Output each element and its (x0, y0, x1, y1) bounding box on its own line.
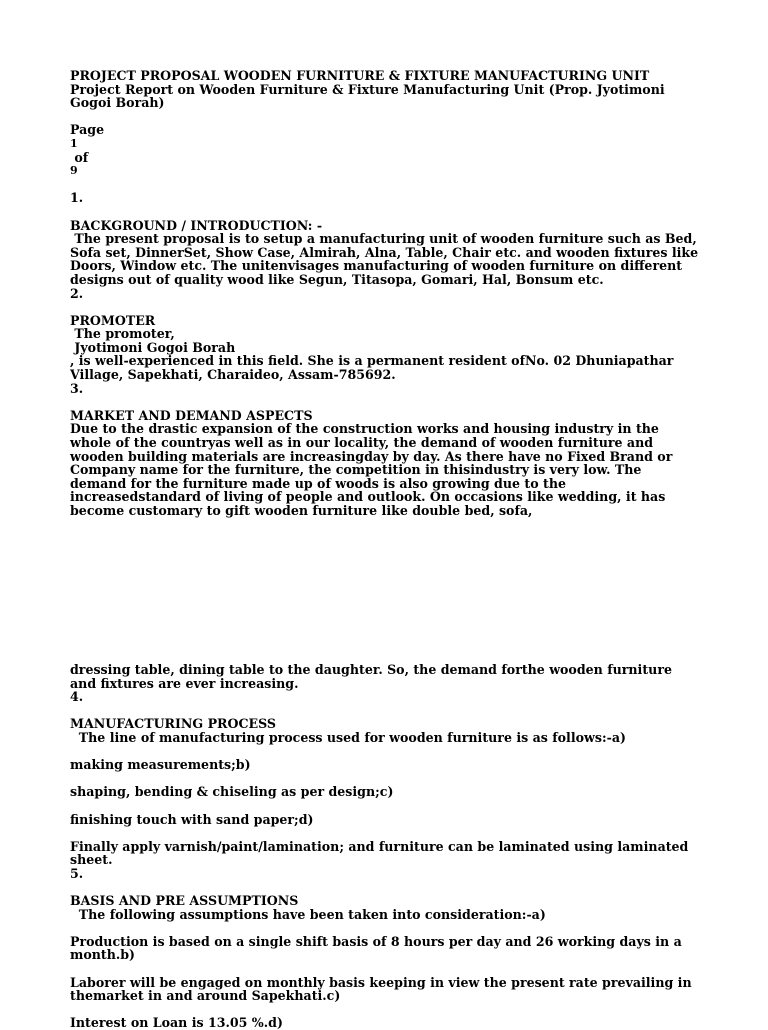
section-1-heading: BACKGROUND / INTRODUCTION: - (70, 217, 323, 233)
promoter-name: Jyotimoni Gogoi Borah (70, 339, 236, 355)
process-step: finishing touch with sand paper;d) (70, 811, 314, 827)
section-1-number: 1. (70, 190, 84, 206)
promoter-intro: The promoter, (70, 326, 175, 342)
section-5-number: 5. (70, 865, 84, 881)
document-subtitle: Project Report on Wooden Furniture & Fixture Manufacturing Unit (Prop. Jyotimoni Gogoi Borah) (70, 81, 670, 111)
page-total: 9 (70, 164, 78, 178)
section-3-continued: dressing table, dining table to the daughter. So, the demand forthe wooden furniture and fixtures are ever increasing. (70, 662, 677, 691)
section-3-heading: MARKET AND DEMAND ASPECTS (70, 407, 313, 423)
document-page-top (70, 68, 703, 518)
assumption-item: Laborer will be engaged on monthly basis keeping in view the present rate prevailing in themarket in and around Sapekhati.c) (70, 974, 697, 1004)
document-title: PROJECT PROPOSAL WOODEN FURNITURE & FIXTURE MANUFACTURING UNIT (70, 68, 650, 83)
page-label: Page (70, 122, 105, 138)
document-page-bottom (70, 663, 700, 1030)
section-3-number: 3. (70, 380, 84, 396)
process-step: shaping, bending & chiseling as per design;c) (70, 784, 394, 800)
section-3-body: Due to the drastic expansion of the construction works and housing industry in the whole of the countryas well as in our locality, the demand of wooden furniture and wooden building materials are increasingday by day. As there have no Fixed Brand or Company name for the furniture, the competition in thisindustry is very low. The demand for the furniture made up of woods is also growing due to the increasedstandard of living of people and outlook. On occasions like wedding, it has become customary to gift wooden furniture like double bed, sofa, (70, 421, 677, 518)
section-4-heading: MANUFACTURING PROCESS (70, 716, 277, 732)
assumption-item: Interest on Loan is 13.05 %.d) (70, 1015, 283, 1030)
section-2-number: 2. (70, 285, 84, 301)
page-number: 1 (70, 136, 78, 150)
process-step: Finally apply varnish/paint/lamination; and furniture can be laminated using laminated sheet. (70, 838, 693, 868)
section-5-intro: The following assumptions have been taken into consideration:-a) (70, 906, 546, 922)
section-2-body: , is well-experienced in this field. She is a permanent resident ofNo. 02 Dhuniapathar Village, Sapekhati, Charaideo, Assam-785692. (70, 353, 678, 383)
page-of-label: of (70, 149, 89, 165)
section-5-heading: BASIS AND PRE ASSUMPTIONS (70, 893, 299, 909)
assumption-item: Production is based on a single shift basis of 8 hours per day and 26 working days in a month.b) (70, 933, 687, 963)
process-step: making measurements;b) (70, 757, 251, 773)
section-2-heading: PROMOTER (70, 312, 156, 328)
section-4-number: 4. (70, 689, 84, 705)
section-4-intro: The line of manufacturing process used for wooden furniture is as follows:-a) (70, 729, 626, 745)
section-1-body: The present proposal is to setup a manufacturing unit of wooden furniture such as Bed, Sofa set, DinnerSet, Show Case, Almirah, Alna, Table, Chair etc. and wooden fixtures like Doors, Window etc. The unitenvisages manufacturing of wooden furniture on different designs out of quality wood like Segun, Titasopa, Gomari, Hal, Bonsum etc. (70, 231, 703, 287)
